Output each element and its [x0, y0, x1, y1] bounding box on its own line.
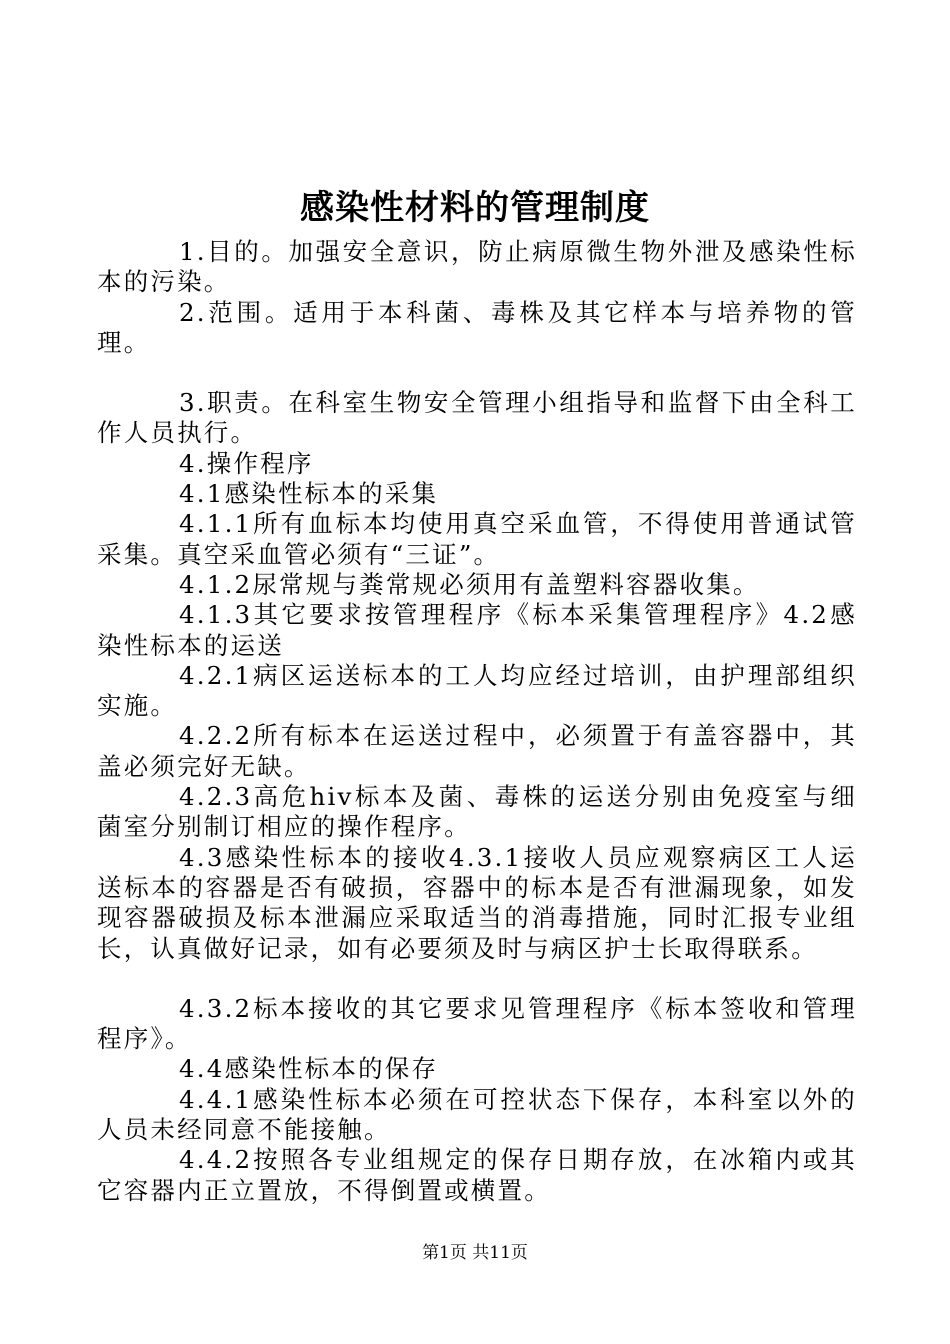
paragraph-purpose: 1.目的。加强安全意识，防止病原微生物外泄及感染性标本的污染。	[97, 237, 857, 297]
paragraph-4-2-1: 4.2.1病区运送标本的工人均应经过培训，由护理部组织实施。	[97, 660, 857, 721]
paragraph-4-1-2: 4.1.2尿常规与粪常规必须用有盖塑料容器收集。	[179, 569, 760, 599]
paragraph-4-1-1: 4.1.1所有血标本均使用真空采血管，不得使用普通试管采集。真空采血管必须有“三证”。	[97, 509, 857, 569]
paragraph-procedure-heading: 4.操作程序	[179, 448, 314, 478]
document-body	[97, 237, 857, 1206]
paragraph-4-3: 4.3感染性标本的接收4.3.1接收人员应观察病区工人运送标本的容器是否有破损，容器中的标本是否有泄漏现象，如发现容器破损及标本泄漏应采取适当的消毒措施，同时汇报专业组长，认真做好记录，如有必要须及时与病区护士长取得联系。	[97, 842, 857, 963]
paragraph-4-3-2: 4.3.2标本接收的其它要求见管理程序《标本签收和管理程序》。	[97, 993, 857, 1054]
paragraph-4-2-2: 4.2.2所有标本在运送过程中，必须置于有盖容器中，其盖必须完好无缺。	[97, 721, 857, 781]
paragraph-4-2-3: 4.2.3高危hiv标本及菌、毒株的运送分别由免疫室与细菌室分别制订相应的操作程序。	[97, 782, 857, 842]
document-title: 感染性材料的管理制度	[300, 188, 650, 228]
paragraph-storage-heading: 4.4感染性标本的保存	[179, 1054, 439, 1084]
paragraph-scope: 2.范围。适用于本科菌、毒株及其它样本与培养物的管理。	[97, 297, 857, 357]
paragraph-responsibility: 3.职责。在科室生物安全管理小组指导和监督下由全科工作人员执行。	[97, 388, 857, 448]
paragraph-collection-heading: 4.1感染性标本的采集	[179, 479, 439, 509]
page-number: 第1页 共11页	[422, 1243, 528, 1263]
paragraph-4-4-1: 4.4.1感染性标本必须在可控状态下保存，本科室以外的人员未经同意不能接触。	[97, 1084, 857, 1145]
paragraph-4-4-2: 4.4.2按照各专业组规定的保存日期存放，在冰箱内或其它容器内正立置放，不得倒置或横置。	[97, 1145, 857, 1205]
paragraph-4-1-3: 4.1.3其它要求按管理程序《标本采集管理程序》4.2感染性标本的运送	[97, 600, 857, 660]
